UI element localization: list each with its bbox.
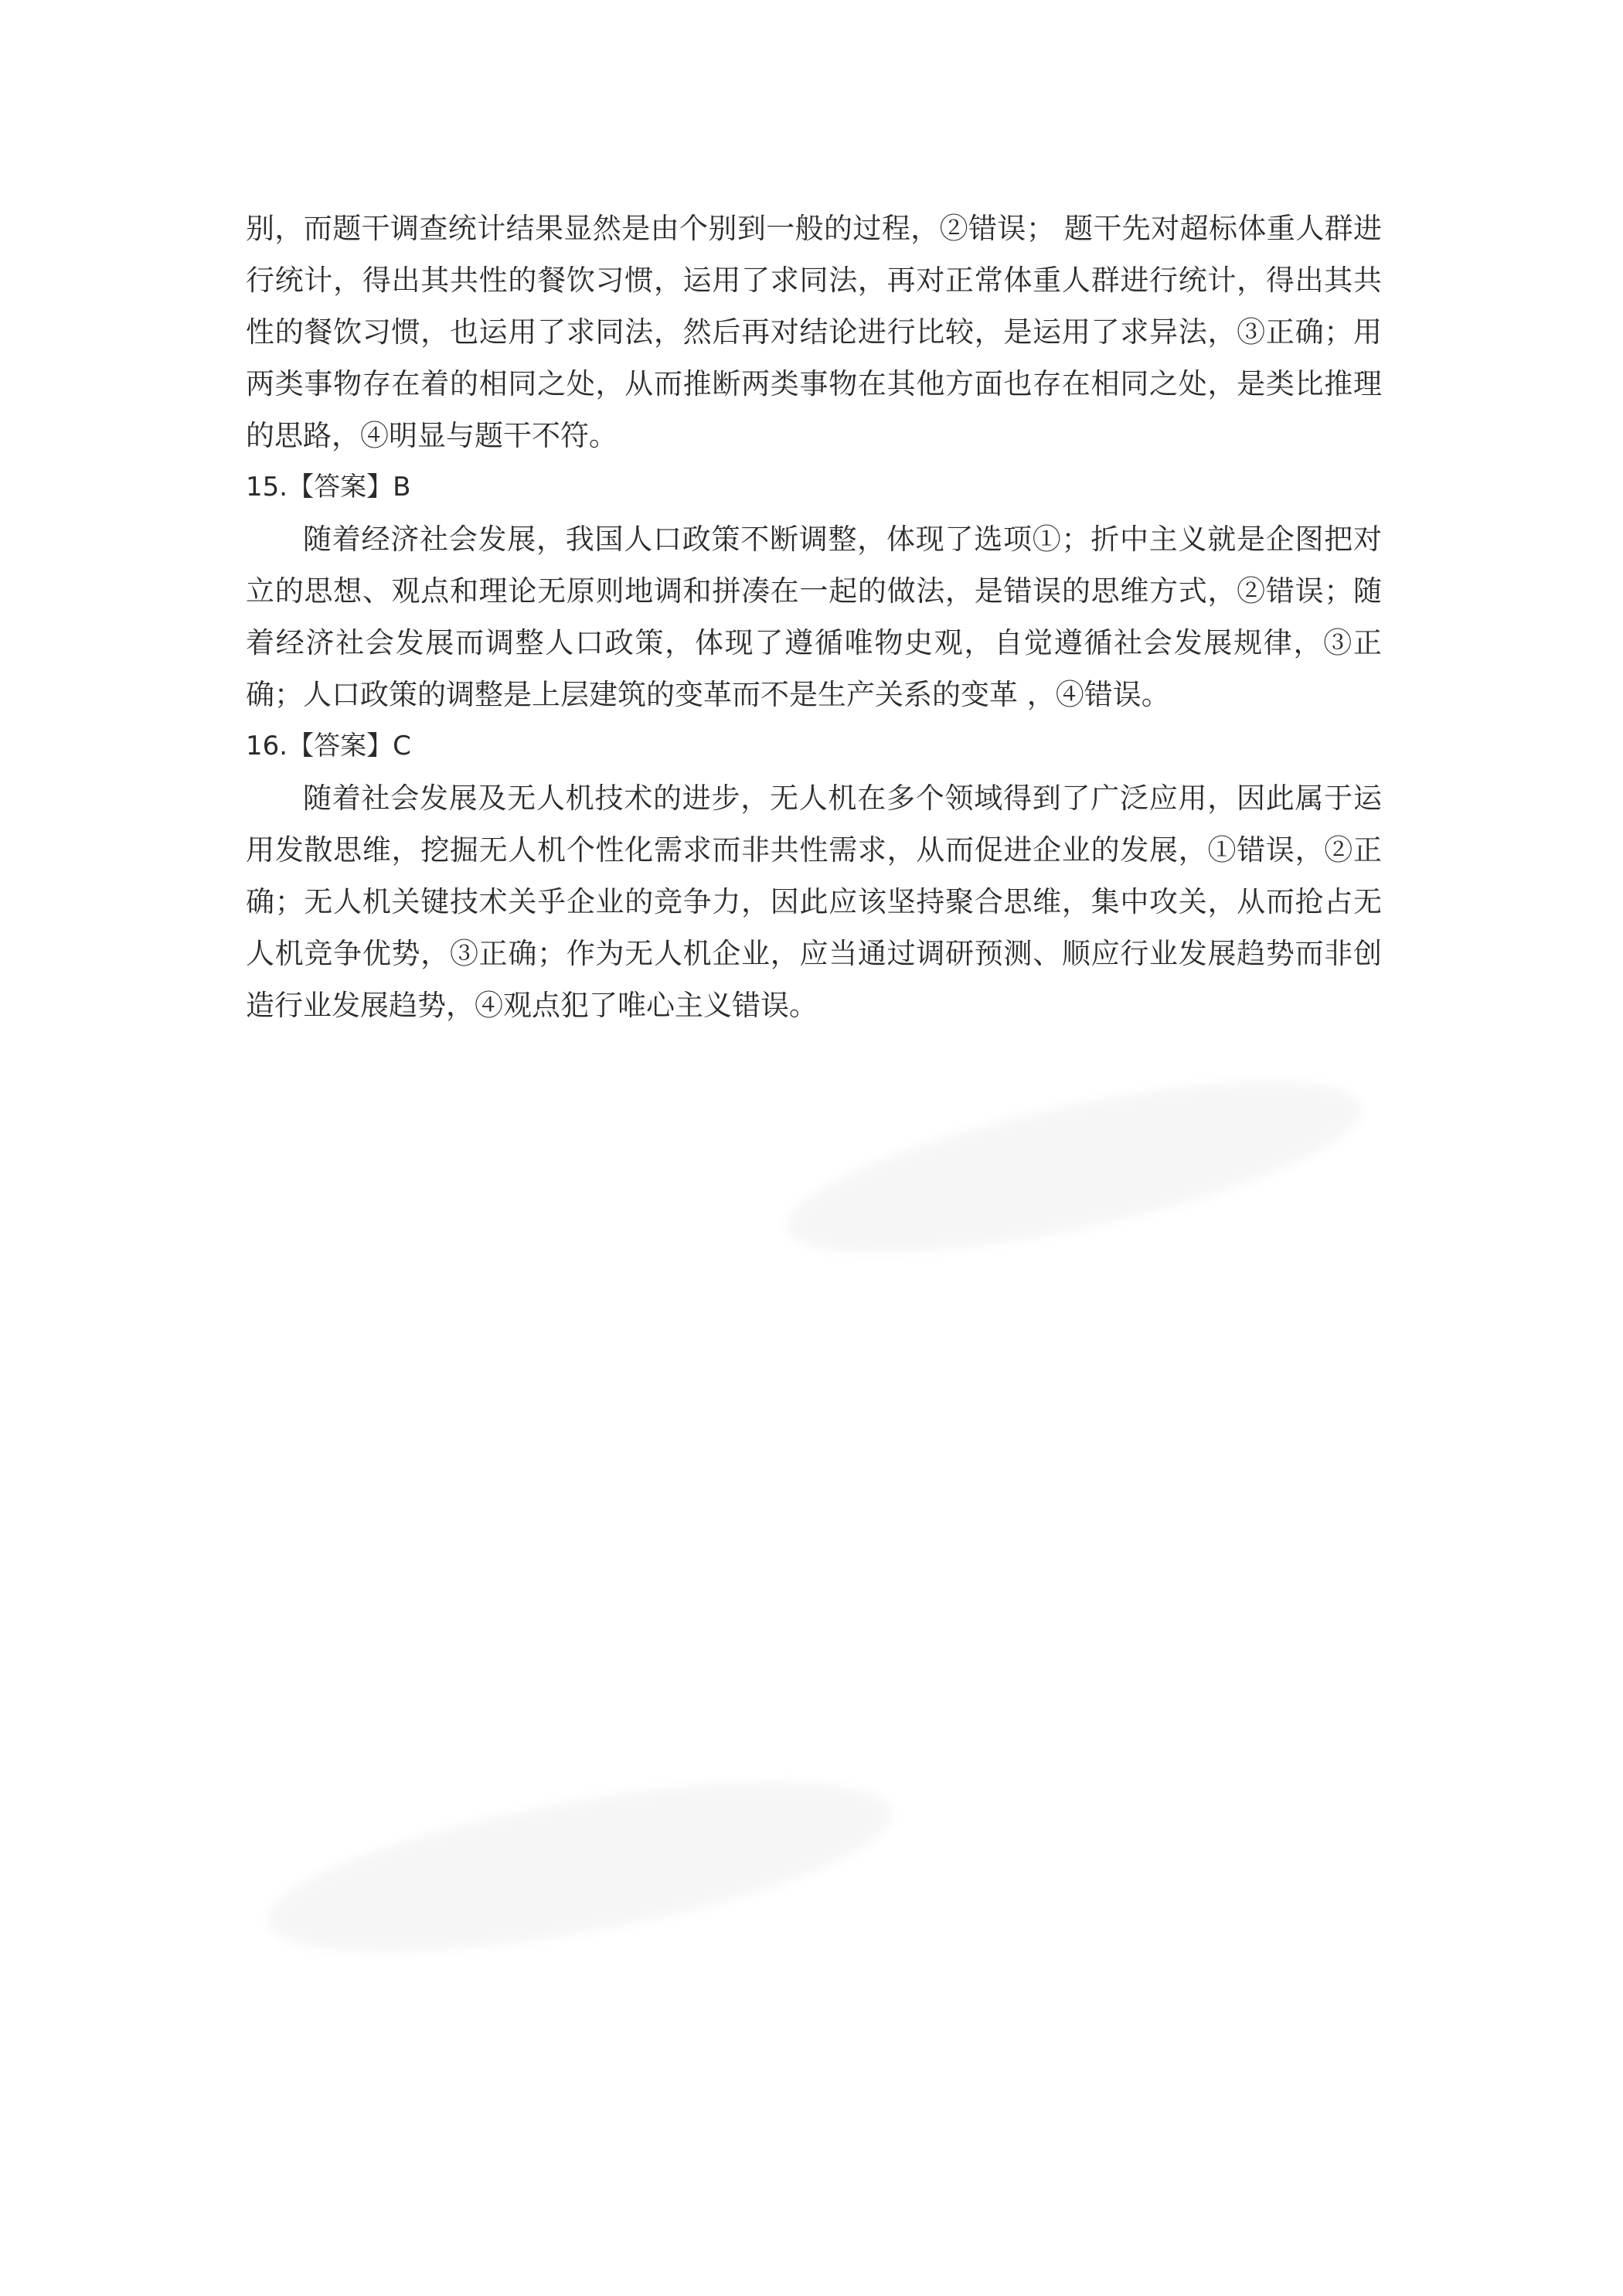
- answer-15-heading: 15.【答案】B: [246, 472, 411, 502]
- answer-14-continuation: 别，而题干调查统计结果显然是由个别到一般的过程，②错误； 题干先对超标体重人群进行统计，得出其共性的餐饮习惯，运用了求同法，再对正常体重人群进行统计，得出其共性的餐饮习惯，也运用了求同法，然后再对结论进行比较，是运用了求异法，③正确；用两类事物存在着的相同之处，从而推断两类事物在其他方面也存在相同之处，是类比推理的思路，④明显与题干不符。: [246, 212, 1382, 452]
- scan-smudge: [256, 1747, 903, 1987]
- answer-16-heading: 16.【答案】C: [246, 731, 411, 761]
- answer-content: [246, 203, 1382, 1031]
- scan-smudge: [774, 1046, 1375, 1289]
- answer-16-explanation: 随着社会发展及无人机技术的进步，无人机在多个领域得到了广泛应用，因此属于运用发散思维，挖掘无人机个性化需求而非共性需求，从而促进企业的发展，①错误，②正确；无人机关键技术关乎企业的竞争力，因此应该坚持聚合思维，集中攻关，从而抢占无人机竞争优势，③正确；作为无人机企业，应当通过调研预测、顺应行业发展趋势而非创造行业发展趋势，④观点犯了唯心主义错误。: [246, 782, 1382, 1022]
- answer-15-explanation: 随着经济社会发展，我国人口政策不断调整，体现了选项①；折中主义就是企图把对立的思想、观点和理论无原则地调和拼凑在一起的做法，是错误的思维方式，②错误；随着经济社会发展而调整人口政策，体现了遵循唯物史观，自觉遵循社会发展规律，③正确；人口政策的调整是上层建筑的变革而不是生产关系的变革 ，④错误。: [246, 523, 1382, 711]
